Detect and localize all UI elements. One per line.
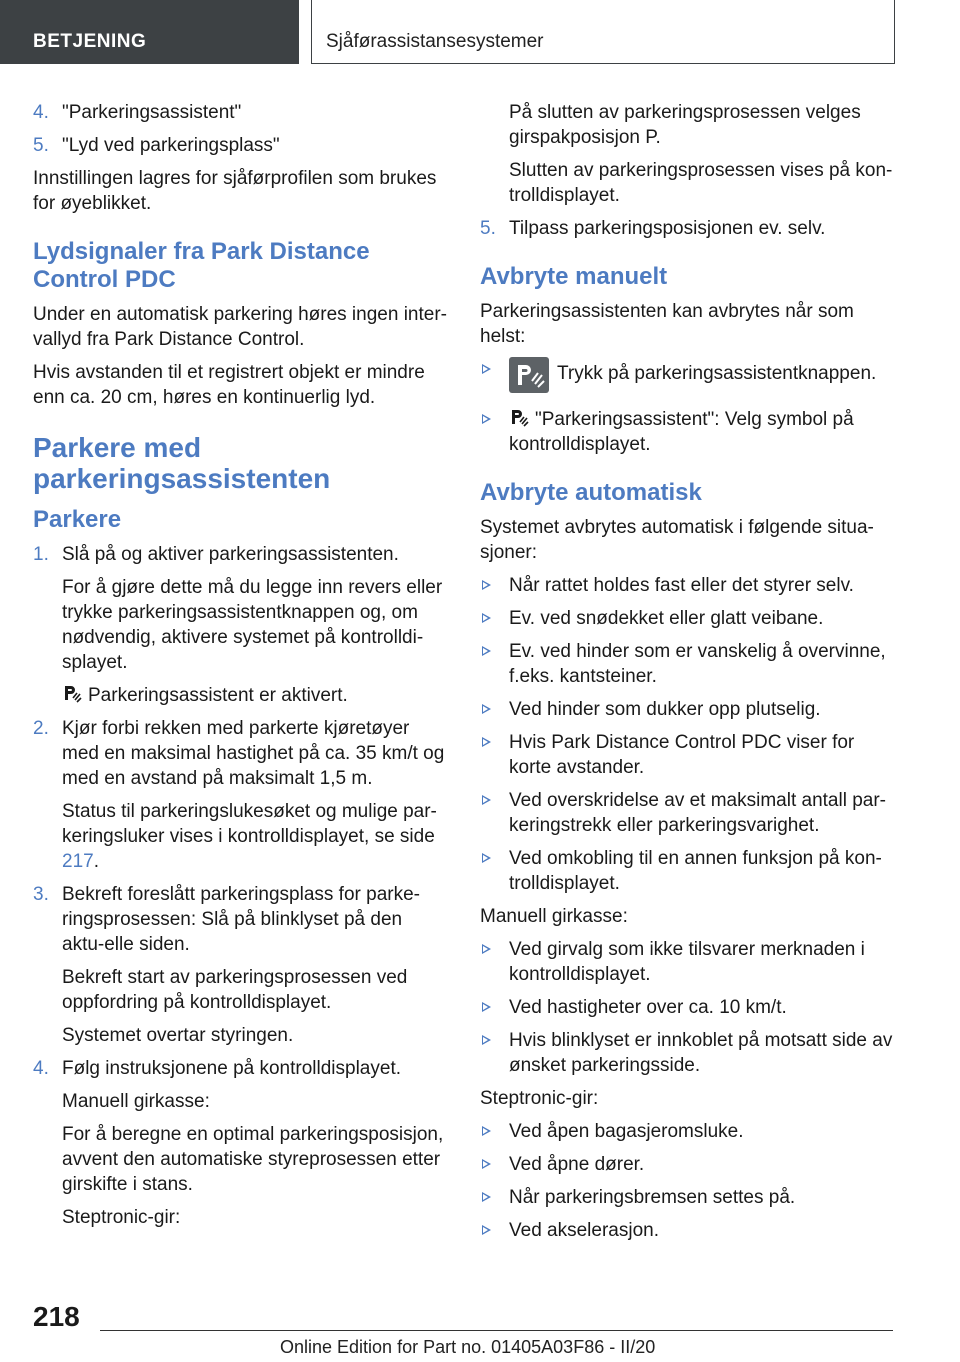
chapter-title: Sjåførassistansesystemer bbox=[326, 31, 544, 52]
step-text: Slå på og aktiver parkeringsassistenten. bbox=[62, 544, 399, 565]
item-text: Når parkeringsbremsen settes på. bbox=[509, 1187, 796, 1208]
step-number: 3. bbox=[33, 884, 49, 905]
item-text: Ved girvalg som ikke tilsvarer merknaden i kontrolldisplayet. bbox=[509, 939, 865, 985]
step-number: 2. bbox=[33, 718, 49, 739]
paragraph: Hvis avstanden til et registrert objekt er mindre enn ca. 20 cm, høres en kontinuerlig lyd. bbox=[33, 362, 425, 408]
header-chapter bbox=[311, 0, 895, 64]
status-text: Parkeringsassistent er aktivert. bbox=[88, 685, 348, 706]
bullet-icon bbox=[482, 364, 491, 374]
step-text: Bekreft foreslått parkeringsplass for parke-ringsprosessen: Slå på blinklyset på den aktu-elle siden. bbox=[62, 884, 420, 955]
list-item bbox=[480, 788, 898, 838]
step-5 bbox=[480, 216, 898, 241]
parking-assistant-button-icon bbox=[509, 357, 549, 393]
bullet-icon bbox=[482, 1159, 491, 1169]
step-text: Kjør forbi rekken med parkerte kjøretøyer med en maksimal hastighet på ca. 35 km/t og med en avstand på maksimalt 1,5 m. bbox=[62, 718, 445, 789]
list-item bbox=[480, 937, 898, 987]
right-column bbox=[480, 100, 898, 1251]
bullet-icon bbox=[482, 704, 491, 714]
list-item bbox=[480, 1152, 898, 1177]
item-text: Ved overskridelse av et maksimalt antall par-keringstrekk eller parkeringsvarighet. bbox=[509, 790, 886, 836]
heading-pdc: Lydsignaler fra Park Distance Control PDC bbox=[33, 238, 370, 293]
paragraph: Systemet avbrytes automatisk i følgende situa-sjoner: bbox=[480, 517, 874, 563]
bullet-icon bbox=[482, 944, 491, 954]
step-text: Tilpass parkeringsposisjonen ev. selv. bbox=[509, 218, 826, 239]
item-text: "Parkeringsassistent" bbox=[62, 102, 242, 123]
item-text: Når rattet holdes fast eller det styrer selv. bbox=[509, 575, 854, 596]
list-item bbox=[480, 573, 898, 598]
list-item bbox=[480, 407, 898, 457]
heading-auto: Avbryte automatisk bbox=[480, 479, 702, 506]
parking-assistant-icon bbox=[509, 408, 529, 428]
page-number: 218 bbox=[33, 1301, 80, 1332]
list-item bbox=[480, 846, 898, 896]
parking-assistant-icon bbox=[62, 684, 82, 704]
paragraph: Status til parkeringslukesøket og mulige par-keringsluker vises i kontrolldisplayet, se side 217. bbox=[62, 801, 437, 872]
bullet-icon bbox=[482, 795, 491, 805]
paragraph: Manuell girkasse: bbox=[62, 1091, 210, 1112]
heading-park: Parkere bbox=[33, 506, 122, 533]
list-item bbox=[480, 697, 898, 722]
paragraph: Manuell girkasse: bbox=[480, 906, 628, 927]
step-3 bbox=[33, 882, 448, 957]
step-1 bbox=[33, 542, 448, 567]
bullet-icon bbox=[482, 1126, 491, 1136]
section-title: BETJENING bbox=[33, 31, 147, 52]
bullet-icon bbox=[482, 853, 491, 863]
list-item bbox=[480, 730, 898, 780]
list-item bbox=[480, 357, 898, 393]
item-text: Ved åpen bagasjeromsluke. bbox=[509, 1121, 744, 1142]
item-text: Ev. ved snødekket eller glatt veibane. bbox=[509, 608, 824, 629]
step-4 bbox=[33, 1056, 448, 1081]
bullet-icon bbox=[482, 1192, 491, 1202]
paragraph: På slutten av parkeringsprosessen velges girspakposisjon P. bbox=[509, 102, 861, 148]
bullet-icon bbox=[482, 414, 491, 424]
step-number: 1. bbox=[33, 544, 49, 565]
bullet-icon bbox=[482, 1225, 491, 1235]
item-text: "Parkeringsassistent": Velg symbol på kontrolldisplayet. bbox=[509, 409, 854, 455]
item-text: Ev. ved hinder som er vanskelig å overvinne, f.eks. kantsteiner. bbox=[509, 641, 886, 687]
item-number: 4. bbox=[33, 102, 49, 123]
item-text: "Lyd ved parkeringsplass" bbox=[62, 135, 280, 156]
paragraph: For å gjøre dette må du legge inn revers eller trykke parkeringsassistentknappen og, om nødvendig, aktivere systemet på kontrolldi-splayet. bbox=[62, 577, 443, 673]
paragraph: Under en automatisk parkering høres ingen inter-vallyd fra Park Distance Control. bbox=[33, 304, 447, 350]
paragraph: Steptronic-gir: bbox=[62, 1207, 181, 1228]
paragraph bbox=[33, 683, 448, 708]
paragraph: Bekreft start av parkeringsprosessen ved oppfordring på kontrolldisplayet. bbox=[62, 967, 408, 1013]
bullet-icon bbox=[482, 1002, 491, 1012]
page-reference-link[interactable]: 217 bbox=[62, 851, 94, 872]
step-number: 5. bbox=[480, 218, 496, 239]
paragraph: Steptronic-gir: bbox=[480, 1088, 599, 1109]
header-section bbox=[0, 0, 299, 64]
list-item bbox=[480, 639, 898, 689]
paragraph: For å beregne en optimal parkeringsposisjon, avvent den automatiske styreprosessen etter girskifte i stans. bbox=[62, 1124, 444, 1195]
list-item bbox=[33, 133, 448, 158]
item-text: Ved hastigheter over ca. 10 km/t. bbox=[509, 997, 787, 1018]
paragraph: Parkeringsassistenten kan avbrytes når som helst: bbox=[480, 301, 854, 347]
paragraph-text: Status til parkeringslukesøket og mulige par-keringsluker vises i kontrolldisplayet, se side bbox=[62, 801, 437, 847]
list-item bbox=[480, 1185, 898, 1210]
item-number: 5. bbox=[33, 135, 49, 156]
item-text: Ved åpne dører. bbox=[509, 1154, 645, 1175]
paragraph: Slutten av parkeringsprosessen vises på kon-trolldisplayet. bbox=[509, 160, 893, 206]
list-item bbox=[480, 995, 898, 1020]
list-item bbox=[480, 1028, 898, 1078]
heading-main: Parkere med parkeringsassistenten bbox=[33, 432, 331, 494]
list-item bbox=[480, 606, 898, 631]
bullet-icon bbox=[482, 613, 491, 623]
bullet-icon bbox=[482, 1035, 491, 1045]
footer-divider bbox=[100, 1330, 893, 1331]
step-text: Følg instruksjonene på kontrolldisplayet. bbox=[62, 1058, 402, 1079]
heading-manual: Avbryte manuelt bbox=[480, 263, 668, 290]
left-column bbox=[33, 100, 448, 1238]
item-text: Trykk på parkeringsassistentknappen. bbox=[557, 363, 877, 384]
item-text: Ved omkobling til en annen funksjon på kon-trolldisplayet. bbox=[509, 848, 882, 894]
footer-edition: Online Edition for Part no. 01405A03F86 - II/20 bbox=[280, 1337, 656, 1357]
list-item bbox=[33, 100, 448, 125]
list-item bbox=[480, 1218, 898, 1243]
step-2 bbox=[33, 716, 448, 791]
step-number: 4. bbox=[33, 1058, 49, 1079]
item-text: Hvis Park Distance Control PDC viser for korte avstander. bbox=[509, 732, 855, 778]
item-text: Ved hinder som dukker opp plutselig. bbox=[509, 699, 821, 720]
bullet-icon bbox=[482, 646, 491, 656]
item-text: Hvis blinklyset er innkoblet på motsatt side av ønsket parkeringsside. bbox=[509, 1030, 893, 1076]
paragraph: Systemet overtar styringen. bbox=[62, 1025, 294, 1046]
item-text: Ved akselerasjon. bbox=[509, 1220, 659, 1241]
list-item bbox=[480, 1119, 898, 1144]
bullet-icon bbox=[482, 580, 491, 590]
bullet-icon bbox=[482, 737, 491, 747]
profile-note: Innstillingen lagres for sjåførprofilen som brukes for øyeblikket. bbox=[33, 168, 437, 214]
